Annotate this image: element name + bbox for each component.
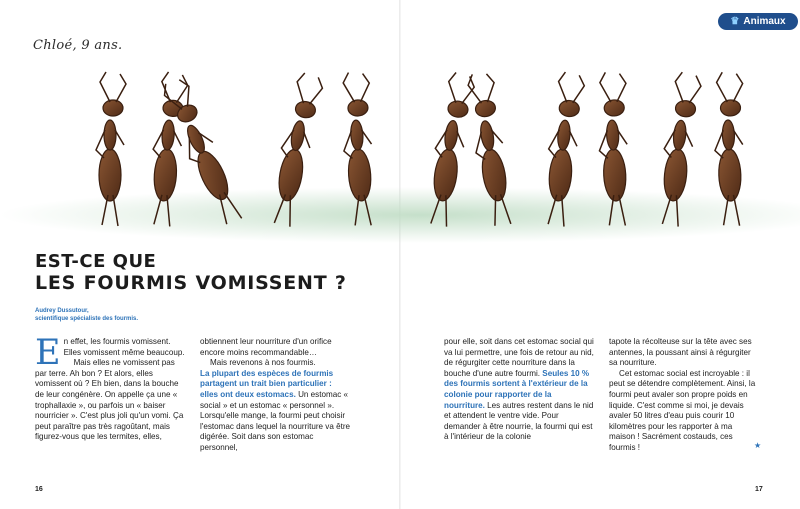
author-credit: [35, 307, 195, 323]
section-tag[interactable]: [718, 13, 798, 30]
article-column-2: [200, 337, 350, 454]
column-2-paragraph-1: obtiennent leur nourriture d'un orifice encore moins recommandable…: [200, 337, 332, 357]
column-3-paragraph-1: [444, 337, 594, 443]
column-2-paragraph-3: [200, 369, 350, 454]
crown-icon: ♛: [730, 16, 740, 27]
highlight-ten-percent: Seules 10 % des fourmis sortent à l'extérieur de la colonie pour rapporter de la nourriture.: [444, 368, 590, 410]
dropcap: E: [35, 333, 61, 373]
ants-illustration-icon: [0, 30, 800, 250]
article-column-1: [35, 333, 185, 443]
column-4-paragraph-1: tapote la récolteuse sur la tête avec ses antennes, la poussant ainsi à régurgiter sa nourriture.: [609, 337, 752, 368]
article-column-3: [444, 337, 594, 443]
column-3-paragraph-1-end: Les autres restent dans le nid et attendent le ventre vide. Pour demander à être nourrie, la fourmi qui est à l'intérieur de la colonie: [444, 400, 594, 442]
end-star-icon: ★: [754, 441, 762, 450]
title-line-1: EST-CE QUE: [35, 251, 157, 272]
author-role: scientifique spécialiste des fourmis.: [35, 316, 139, 322]
column-1-paragraph-2: Mais elles ne vomissent pas par terre. Ah bon ? Et alors, elles vomissent où ? Eh bien, dans la bouche de leur congénère. On appelle ça une « trophallaxie », ou parfois un « baiser nourricier ». C'est plus joli qu'un vomi. Ça peut paraître pas très ragoûtant, mais figurez-vous que les termites, elles,: [35, 358, 184, 442]
ants-illustration: [0, 30, 800, 250]
highlight-two-stomachs: La plupart des espèces de fourmis partagent un trait bien particulier : elles ont deux estomacs.: [200, 368, 334, 399]
column-2-paragraph-2: Mais revenons à nos fourmis.: [210, 358, 316, 368]
column-2-paragraph-3-text: Un estomac « social » et un estomac « personnel ». Lorsqu'elle mange, la fourmi peut choisir l'estomac dans lequel la nourriture va être digérée. Soit dans son estomac personnel,: [200, 389, 351, 452]
section-tag-label: Animaux: [743, 16, 786, 27]
left-page-number: 16: [35, 486, 43, 493]
author-name: Audrey Dussutour,: [35, 308, 89, 314]
title-line-2: LES FOURMIS VOMISSENT ?: [35, 272, 347, 294]
column-1-paragraph-1: n effet, les fourmis vomissent. Elles vomissent même beaucoup.: [63, 337, 185, 357]
right-page-number: 17: [755, 486, 763, 493]
illustration-byline: Chloé, 9 ans.: [33, 38, 123, 53]
article-column-4: [609, 337, 762, 454]
column-4-paragraph-2: Cet estomac social est incroyable : il peut se détendre complètement. Ainsi, la fourmi peut avaler son propre poids en liquide. C'est comme si moi, je devais avaler 50 litres d'eau puis courir 10 kilomètres pour les rapporter à ma maison ! Sacrément costauds, ces fourmis !: [609, 368, 756, 452]
column-3-paragraph-1-text: pour elle, soit dans cet estomac social qui va lui permettre, une fois de retour au nid, de régurgiter cette nourriture dans la bouche d'une autre fourmi.: [444, 337, 594, 378]
